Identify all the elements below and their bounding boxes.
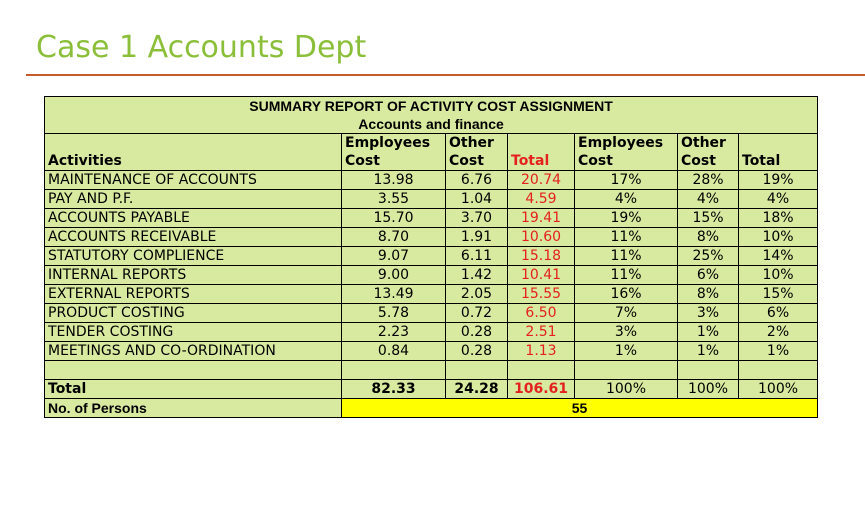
slide-title: Case 1 Accounts Dept <box>36 30 367 65</box>
column-header-top-row <box>45 134 818 153</box>
total-row <box>45 380 818 399</box>
table-row <box>45 228 818 247</box>
employees-cost-pct: 3% <box>575 323 678 342</box>
total-pct: 4% <box>739 190 818 209</box>
total-pct: 15% <box>739 285 818 304</box>
employees-cost-pct: 4% <box>575 190 678 209</box>
employees-cost-pct: 19% <box>575 209 678 228</box>
other-cost-pct: 28% <box>678 171 739 190</box>
other-cost: 0.28 <box>446 342 508 361</box>
total-cost: 20.74 <box>508 171 575 190</box>
table-row <box>45 342 818 361</box>
column-header-other-cost: Cost <box>446 152 508 171</box>
employees-cost: 3.55 <box>342 190 446 209</box>
employees-cost: 9.00 <box>342 266 446 285</box>
other-cost-pct: 15% <box>678 209 739 228</box>
activity-name: STATUTORY COMPLIENCE <box>45 247 342 266</box>
report-subheading-row <box>45 115 818 134</box>
report-heading: SUMMARY REPORT OF ACTIVITY COST ASSIGNMENT <box>45 97 818 116</box>
table-row <box>45 323 818 342</box>
other-cost-pct: 4% <box>678 190 739 209</box>
other-cost: 0.28 <box>446 323 508 342</box>
table-row <box>45 247 818 266</box>
table-row <box>45 209 818 228</box>
total-pct: 18% <box>739 209 818 228</box>
title-divider <box>26 74 865 76</box>
column-header-other-pct-top: Other <box>678 134 739 153</box>
total-cost: 2.51 <box>508 323 575 342</box>
column-header-total: Total <box>508 152 575 171</box>
total-cost: 10.60 <box>508 228 575 247</box>
other-cost-pct: 8% <box>678 228 739 247</box>
other-cost: 6.11 <box>446 247 508 266</box>
other-cost-pct: 1% <box>678 342 739 361</box>
persons-value: 55 <box>342 399 818 418</box>
other-cost: 1.91 <box>446 228 508 247</box>
total-pct: 19% <box>739 171 818 190</box>
column-header-blank <box>45 134 342 153</box>
total-pct: 1% <box>739 342 818 361</box>
column-header-activities: Activities <box>45 152 342 171</box>
activity-name: EXTERNAL REPORTS <box>45 285 342 304</box>
grand-total-cost: 106.61 <box>508 380 575 399</box>
column-header-total-pct-blank <box>739 134 818 153</box>
employees-cost: 2.23 <box>342 323 446 342</box>
employees-cost-pct: 11% <box>575 266 678 285</box>
total-pct: 10% <box>739 266 818 285</box>
total-total-pct: 100% <box>739 380 818 399</box>
table-row <box>45 171 818 190</box>
total-pct: 2% <box>739 323 818 342</box>
activity-name: PAY AND P.F. <box>45 190 342 209</box>
total-employees-pct: 100% <box>575 380 678 399</box>
table-row <box>45 190 818 209</box>
other-cost-pct: 25% <box>678 247 739 266</box>
total-cost: 4.59 <box>508 190 575 209</box>
total-cost: 15.18 <box>508 247 575 266</box>
report-heading-row <box>45 97 818 116</box>
column-header-total-pct: Total <box>739 152 818 171</box>
other-cost: 0.72 <box>446 304 508 323</box>
other-cost-pct: 6% <box>678 266 739 285</box>
total-cost: 10.41 <box>508 266 575 285</box>
activity-cost-table <box>44 96 818 418</box>
activity-name: TENDER COSTING <box>45 323 342 342</box>
table-row <box>45 285 818 304</box>
total-label: Total <box>45 380 342 399</box>
employees-cost: 13.49 <box>342 285 446 304</box>
other-cost-pct: 1% <box>678 323 739 342</box>
column-header-employees-cost: Cost <box>342 152 446 171</box>
column-header-other-top: Other <box>446 134 508 153</box>
activity-name: INTERNAL REPORTS <box>45 266 342 285</box>
employees-cost: 5.78 <box>342 304 446 323</box>
employees-cost-pct: 11% <box>575 247 678 266</box>
total-pct: 14% <box>739 247 818 266</box>
blank-row <box>45 361 818 380</box>
report-subheading: Accounts and finance <box>45 115 818 134</box>
persons-label: No. of Persons <box>45 399 342 418</box>
activity-name: MEETINGS AND CO-ORDINATION <box>45 342 342 361</box>
employees-cost: 13.98 <box>342 171 446 190</box>
total-pct: 6% <box>739 304 818 323</box>
employees-cost-pct: 16% <box>575 285 678 304</box>
column-header-bottom-row <box>45 152 818 171</box>
other-cost: 3.70 <box>446 209 508 228</box>
total-other-cost: 24.28 <box>446 380 508 399</box>
other-cost-pct: 8% <box>678 285 739 304</box>
other-cost-pct: 3% <box>678 304 739 323</box>
total-other-pct: 100% <box>678 380 739 399</box>
other-cost: 2.05 <box>446 285 508 304</box>
total-cost: 6.50 <box>508 304 575 323</box>
activity-name: ACCOUNTS RECEIVABLE <box>45 228 342 247</box>
total-cost: 19.41 <box>508 209 575 228</box>
employees-cost: 15.70 <box>342 209 446 228</box>
employees-cost: 8.70 <box>342 228 446 247</box>
persons-row <box>45 399 818 418</box>
activity-name: ACCOUNTS PAYABLE <box>45 209 342 228</box>
employees-cost-pct: 7% <box>575 304 678 323</box>
employees-cost-pct: 1% <box>575 342 678 361</box>
total-employees-cost: 82.33 <box>342 380 446 399</box>
employees-cost: 9.07 <box>342 247 446 266</box>
other-cost: 1.42 <box>446 266 508 285</box>
employees-cost: 0.84 <box>342 342 446 361</box>
column-header-employees-pct-top: Employees <box>575 134 678 153</box>
column-header-other-pct-cost: Cost <box>678 152 739 171</box>
other-cost: 1.04 <box>446 190 508 209</box>
column-header-total-blank <box>508 134 575 153</box>
activity-name: PRODUCT COSTING <box>45 304 342 323</box>
column-header-employees-pct-cost: Cost <box>575 152 678 171</box>
total-pct: 10% <box>739 228 818 247</box>
total-cost: 1.13 <box>508 342 575 361</box>
table-row <box>45 304 818 323</box>
employees-cost-pct: 11% <box>575 228 678 247</box>
employees-cost-pct: 17% <box>575 171 678 190</box>
activity-name: MAINTENANCE OF ACCOUNTS <box>45 171 342 190</box>
total-cost: 15.55 <box>508 285 575 304</box>
table-row <box>45 266 818 285</box>
column-header-employees-top: Employees <box>342 134 446 153</box>
other-cost: 6.76 <box>446 171 508 190</box>
